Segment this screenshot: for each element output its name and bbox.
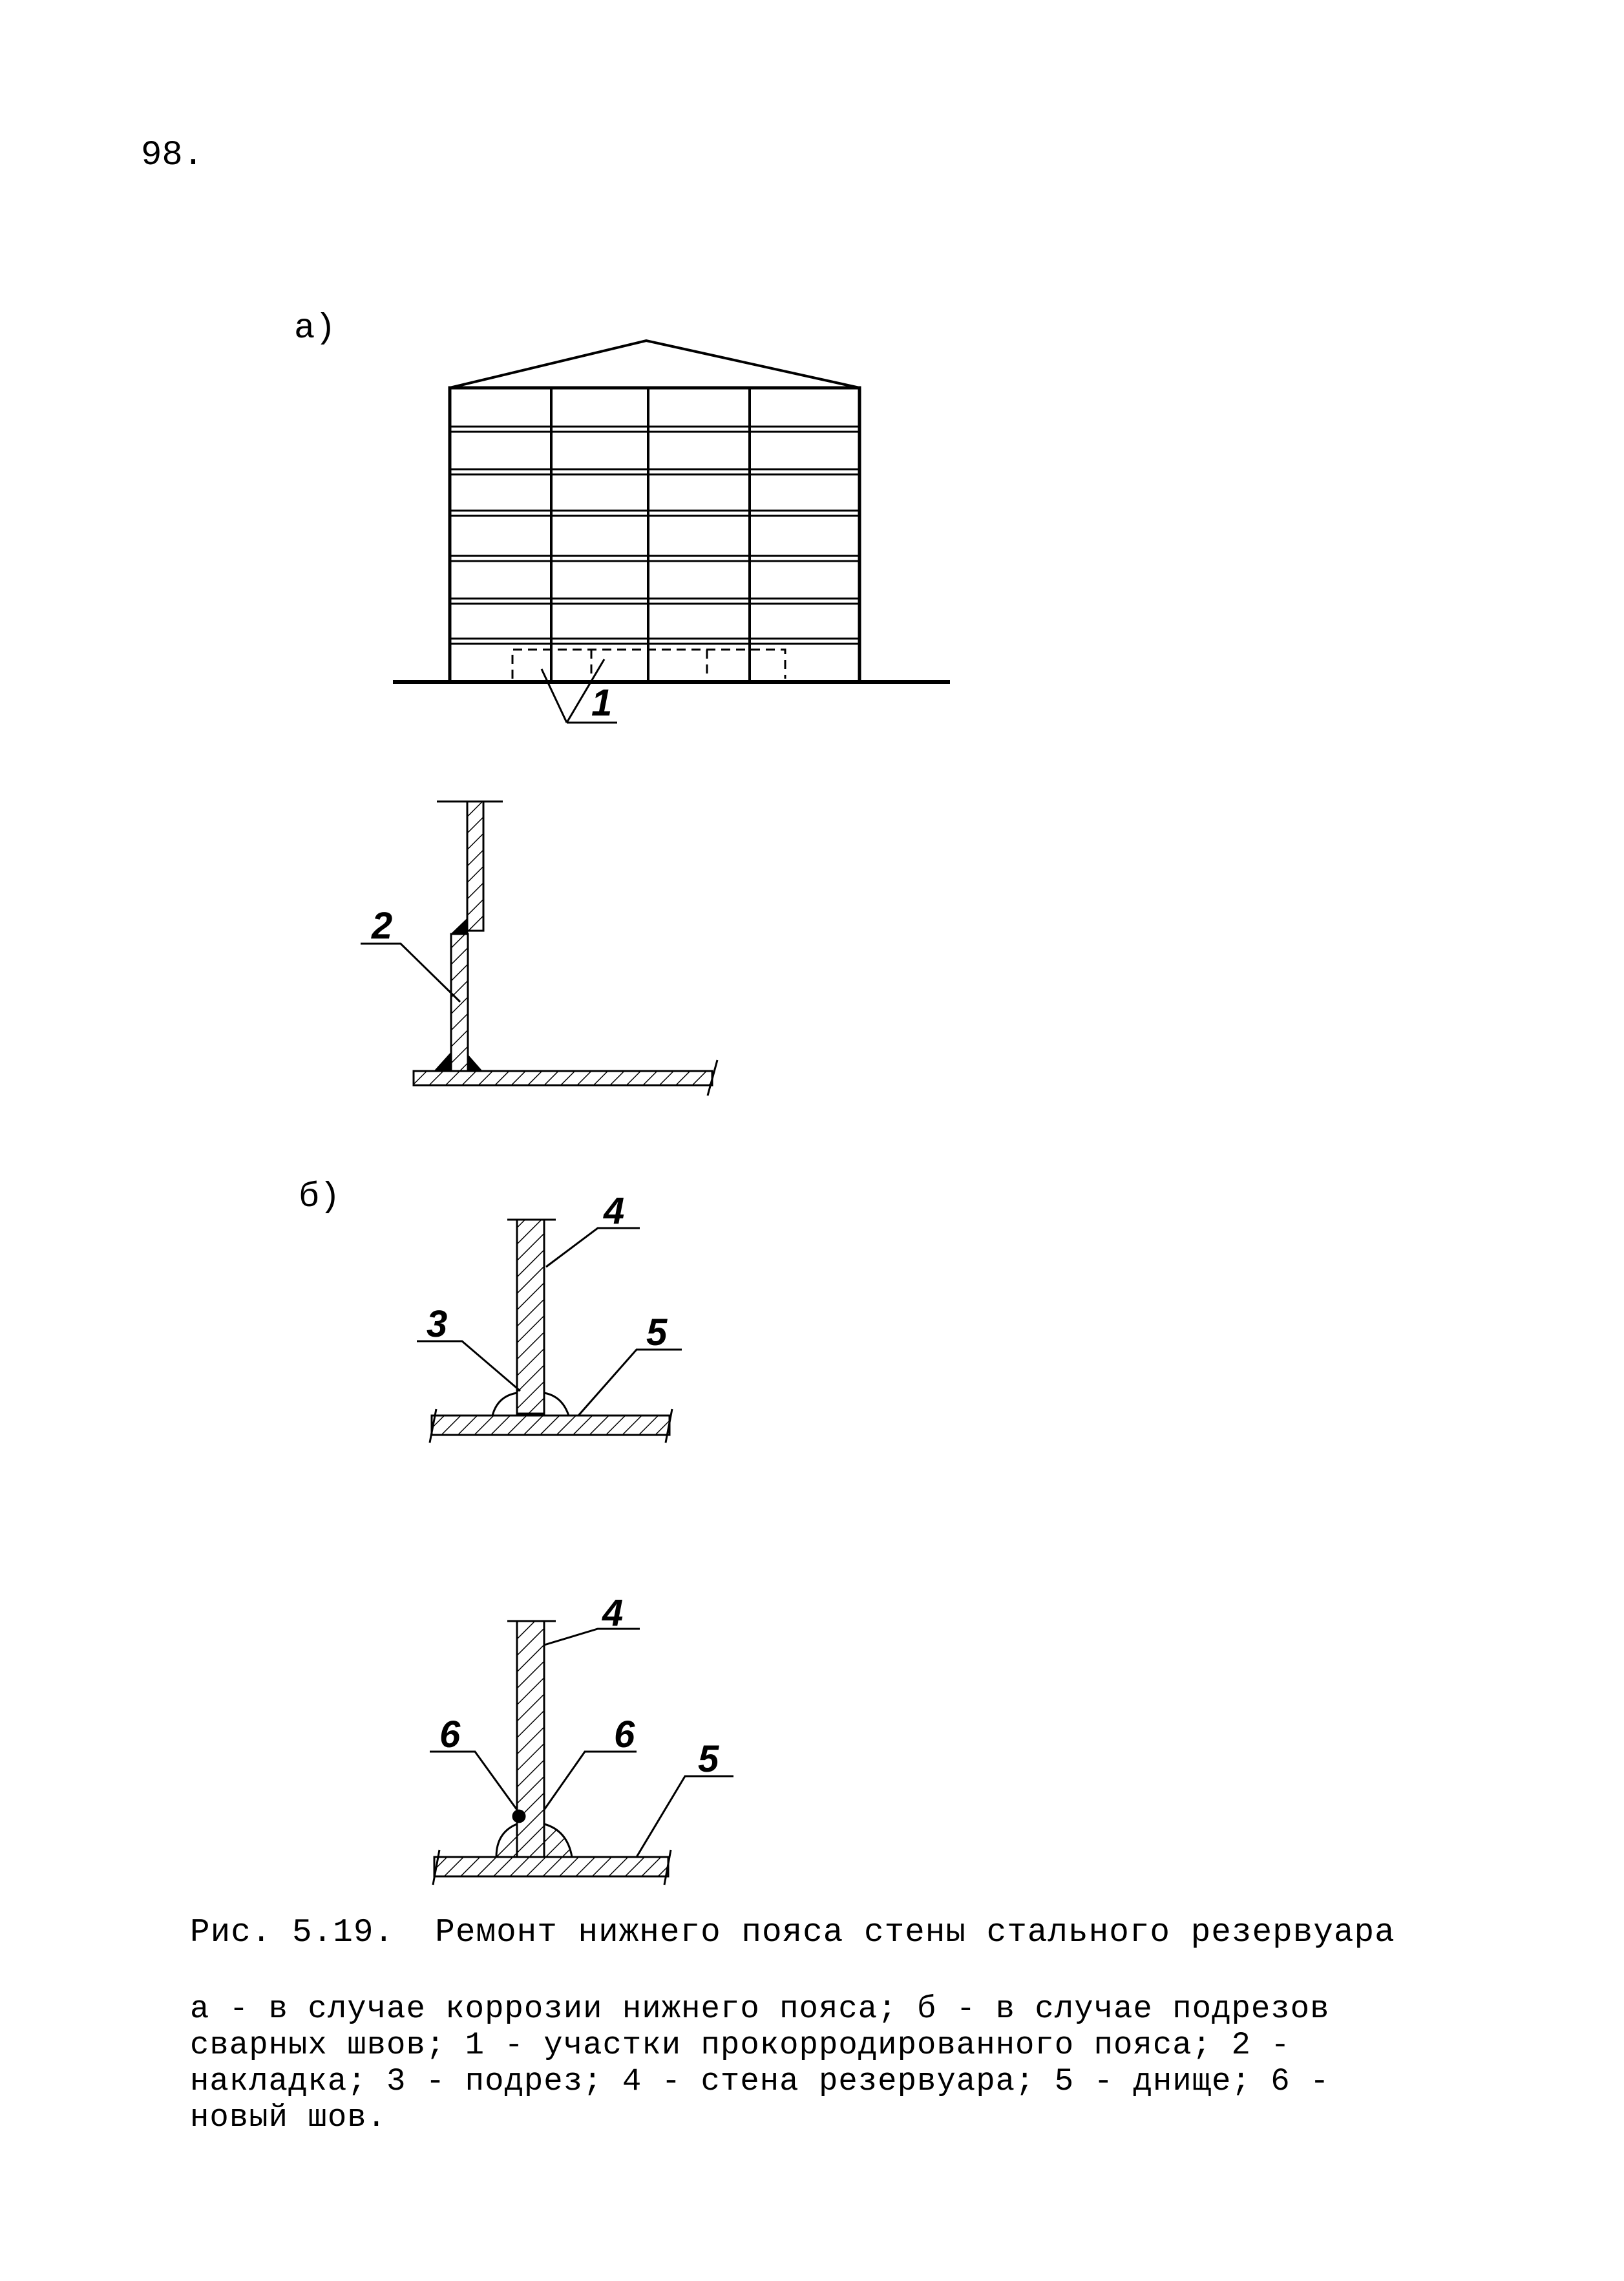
callout-3: 3 <box>427 1303 448 1345</box>
leader-4-top <box>546 1228 640 1267</box>
bottom-plate-b2 <box>434 1857 668 1876</box>
leader-6-left <box>430 1752 517 1810</box>
figure-caption-body <box>190 1991 1431 2136</box>
bottom-plate-b1 <box>432 1416 670 1435</box>
figure-part-a-label: а) <box>294 309 336 348</box>
callout-4-top: 4 <box>604 1190 625 1232</box>
new-weld-detail <box>430 1621 733 1885</box>
caption-line: а - в случае коррозии нижнего пояса; б - в случае подрезов <box>190 1991 1330 2027</box>
leader-3 <box>417 1341 520 1391</box>
callout-1: 1 <box>591 682 613 724</box>
caption-line: новый шов. <box>190 2099 387 2136</box>
callout-4-bottom: 4 <box>602 1592 624 1634</box>
callout-5-bottom: 5 <box>698 1738 719 1780</box>
caption-line: сварных швов; 1 - участки прокорродированного пояса; 2 - <box>190 2027 1291 2063</box>
wall-plate-b1 <box>517 1220 544 1414</box>
figure-caption-title: Рис. 5.19. Ремонт нижнего пояса стены стального резервуара <box>190 1915 1395 1951</box>
patch-detail <box>361 801 717 1096</box>
tank-elevation <box>393 341 950 723</box>
leader-6-right <box>544 1752 637 1810</box>
patch-weld-lower <box>434 1052 451 1071</box>
undercut-detail <box>417 1220 682 1443</box>
leader-2 <box>361 944 460 1002</box>
leader-5-bottom <box>637 1776 733 1857</box>
new-weld-left <box>496 1824 517 1857</box>
tank-roof <box>450 341 859 388</box>
figure-part-b-label: б) <box>299 1178 341 1217</box>
caption-line: накладка; 3 - подрез; 4 - стена резервуара; 5 - днище; 6 - <box>190 2063 1330 2099</box>
new-weld-right <box>544 1824 572 1857</box>
callout-6-left: 6 <box>439 1713 461 1756</box>
callout-6-right: 6 <box>614 1713 635 1756</box>
page-number: 98. <box>141 136 204 175</box>
undercut-weld-left <box>492 1393 517 1416</box>
patch-weld-upper <box>451 918 468 934</box>
bottom-plate-a <box>414 1071 712 1085</box>
upper-wall-plate <box>467 801 483 931</box>
callout-5-top: 5 <box>646 1311 668 1353</box>
undercut-weld-right <box>544 1393 569 1416</box>
callout-2: 2 <box>372 905 393 947</box>
leader-4-bottom <box>544 1629 640 1645</box>
tank-courses <box>450 427 859 644</box>
leader-5-top <box>578 1350 682 1416</box>
